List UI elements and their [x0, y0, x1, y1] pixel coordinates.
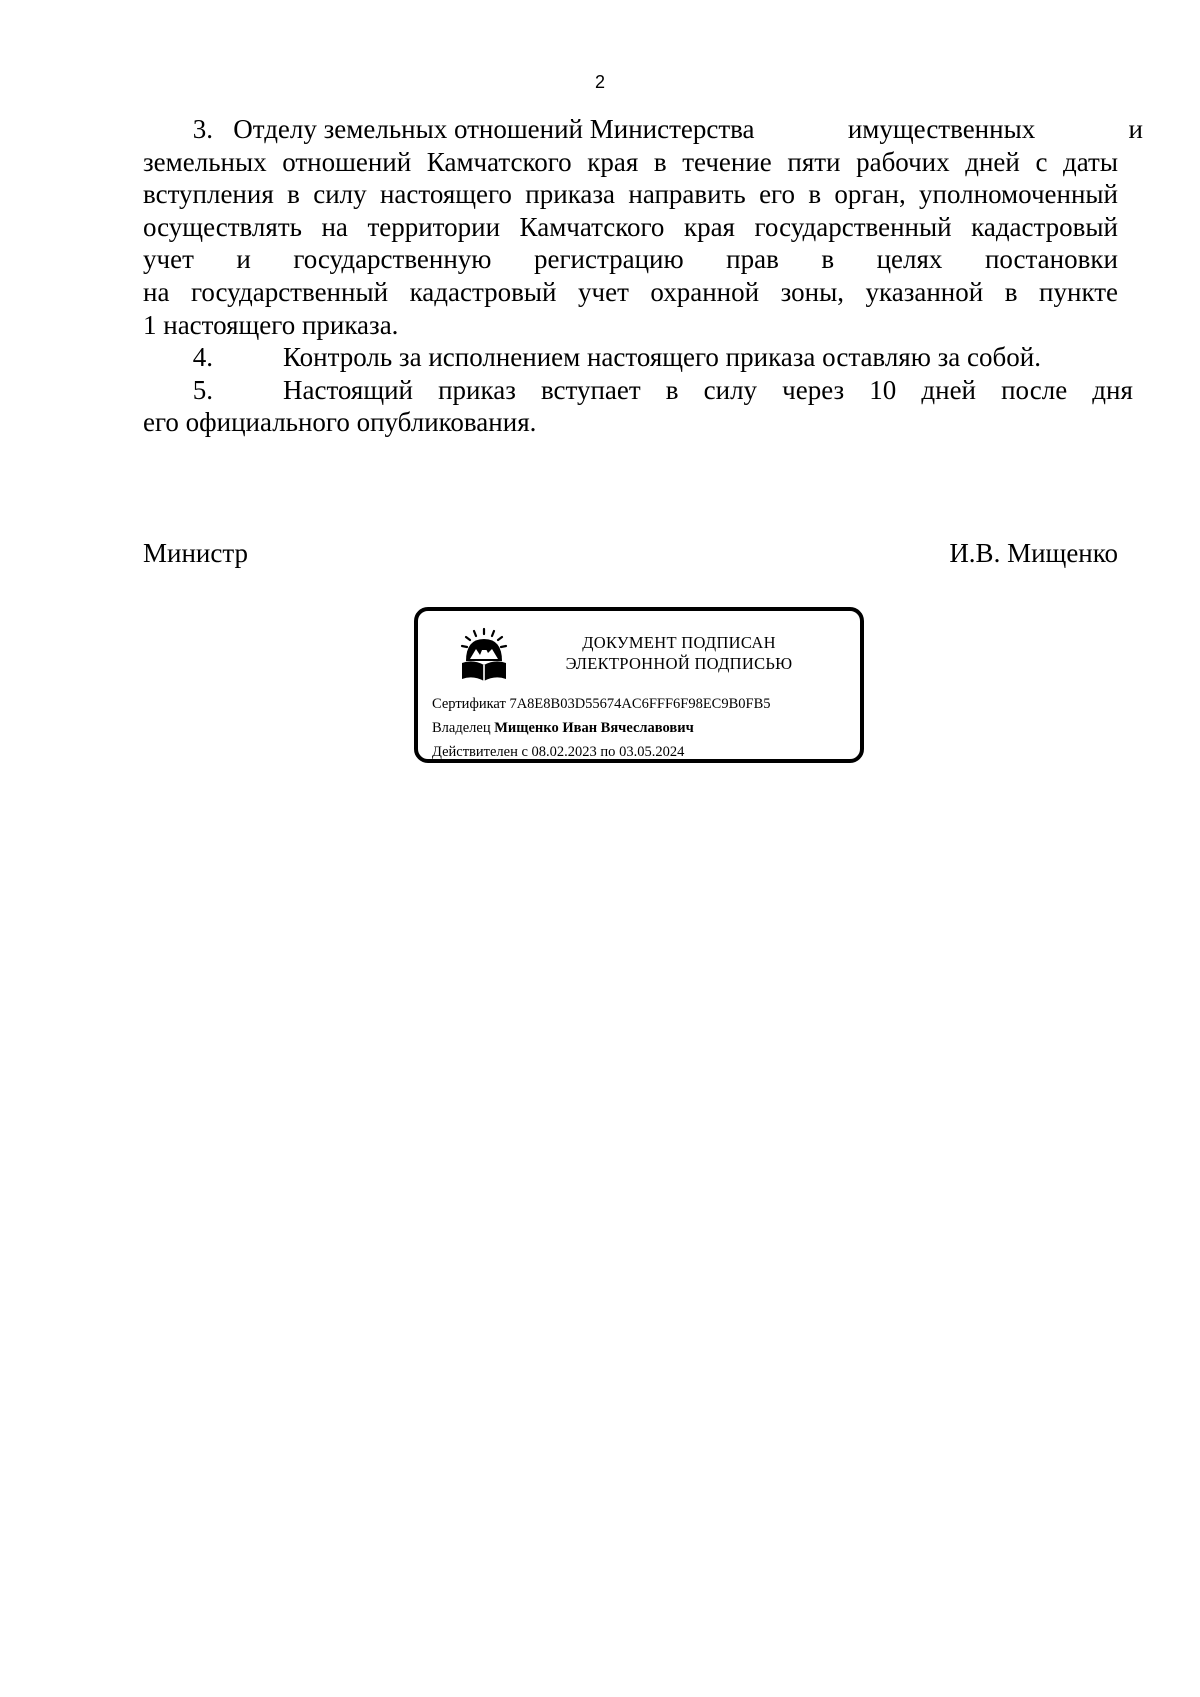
signer-position: Министр	[143, 538, 248, 568]
word: государственную	[293, 244, 492, 275]
stamp-title	[514, 632, 844, 674]
word: и	[236, 244, 251, 275]
paragraph-3-line-1-end: и	[1128, 114, 1143, 144]
word: через	[782, 374, 845, 405]
word: учет	[143, 244, 194, 275]
stamp-details	[432, 692, 771, 764]
valid-to: 03.05.2024	[619, 744, 685, 760]
stamp-title-line-2: ЭЛЕКТРОННОЙ ПОДПИСЬЮ	[565, 654, 793, 673]
paragraph-3-line-7: 1 настоящего приказа.	[143, 309, 399, 340]
owner-label: Владелец	[432, 720, 491, 736]
word: Настоящий	[283, 374, 414, 405]
valid-from: 08.02.2023	[531, 744, 597, 760]
paragraph-5-number: 5.	[192, 374, 213, 405]
paragraph-3-line-1	[143, 113, 1143, 146]
word: силу	[703, 374, 758, 405]
certificate-line	[432, 692, 771, 716]
word: 10	[869, 374, 897, 405]
paragraph-4	[143, 341, 1143, 374]
paragraph-3-line-1-mid: имущественных	[847, 114, 1036, 144]
paragraph-3-line-3: вступления в силу настоящего приказа направить его в орган, уполномоченный	[143, 179, 1118, 210]
word: приказ	[438, 374, 516, 405]
signer-name: И.В. Мищенко	[949, 538, 1118, 568]
paragraph-3-line-6: на государственный кадастровый учет охранной зоны, указанной в пункте	[143, 276, 1118, 307]
certificate-label: Сертификат	[432, 696, 506, 712]
valid-to-label: по	[600, 744, 616, 760]
owner-line	[432, 716, 771, 740]
word: целях	[876, 244, 943, 275]
word: после	[1001, 374, 1068, 405]
owner-value: Мищенко Иван Вячеславович	[494, 720, 694, 736]
electronic-signature-stamp	[414, 607, 864, 763]
word: регистрацию	[533, 244, 684, 275]
stamp-title-line-1: ДОКУМЕНТ ПОДПИСАН	[582, 633, 776, 652]
paragraph-4-number: 4.	[192, 342, 213, 373]
word: дня	[1092, 374, 1133, 405]
paragraph-3-line-1-start: Отделу земельных отношений Министерства	[233, 114, 755, 144]
word: дней	[921, 374, 977, 405]
word: постановки	[984, 244, 1118, 275]
word: прав	[726, 244, 779, 275]
word: вступает	[540, 374, 641, 405]
certificate-value: 7A8E8B03D55674AC6FFF6F98EC9B0FB5	[509, 696, 771, 712]
paragraph-5-line-1	[143, 374, 1133, 407]
validity-line	[432, 740, 771, 764]
word: в	[821, 244, 835, 275]
kamchatka-emblem-icon	[456, 627, 512, 687]
paragraph-3-line-4: осуществлять на территории Камчатского края государственный кадастровый	[143, 211, 1118, 242]
paragraph-5-line-2: его официального опубликования.	[143, 407, 537, 438]
valid-label: Действителен с	[432, 744, 528, 760]
document-body	[143, 113, 1143, 439]
word: в	[665, 374, 679, 405]
paragraph-4-text: Контроль за исполнением настоящего приказа оставляю за собой.	[283, 342, 1041, 373]
page-number: 2	[594, 72, 605, 92]
paragraph-3-number: 3.	[192, 114, 213, 144]
signature-row	[143, 538, 1118, 569]
paragraph-3-line-5	[143, 243, 1118, 276]
paragraph-3-line-2: земельных отношений Камчатского края в течение пяти рабочих дней с даты	[143, 146, 1118, 177]
